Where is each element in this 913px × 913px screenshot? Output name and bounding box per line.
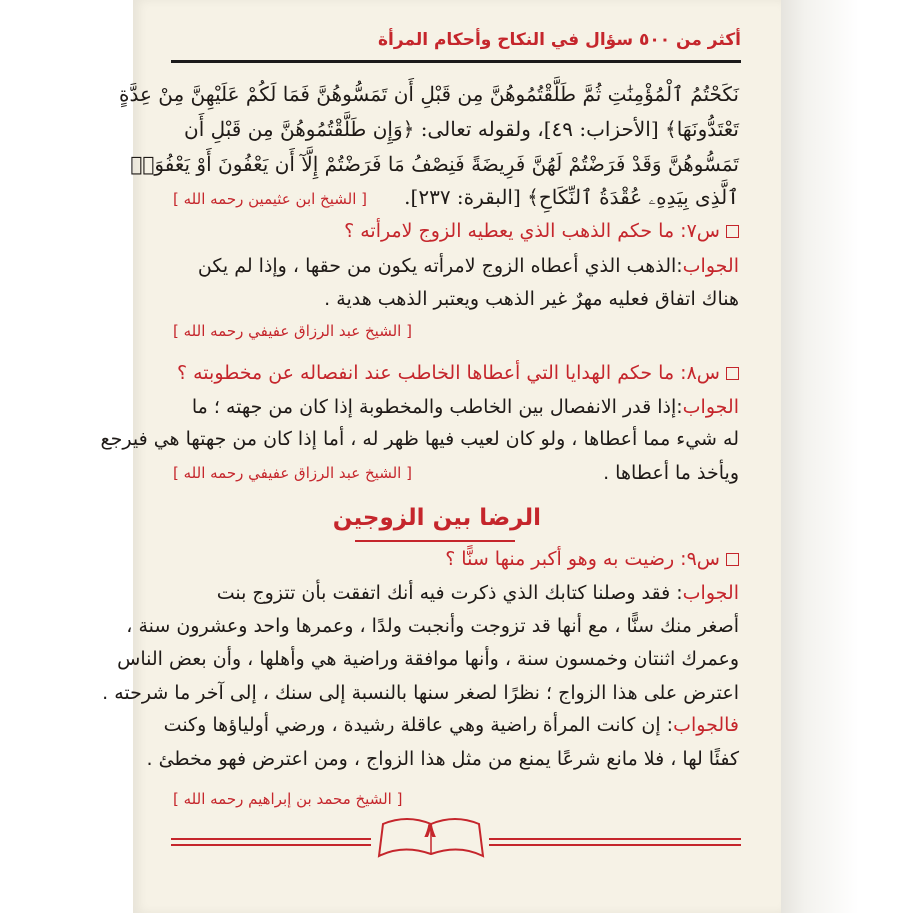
square-bullet-icon: [726, 225, 739, 238]
answer-label: الجواب: [682, 396, 739, 418]
section-underline: [355, 540, 515, 542]
answer-7-line-2: هناك اتفاق فعليه مهرٌ غير الذهب ويعتبر الذهب هدية .: [324, 288, 739, 310]
answer-9b-line-2: كفئًا لها ، فلا مانع شرعًا يمنع من مثل هذا الزواج ، ومن اعترض فهو مخطئ .: [146, 748, 739, 770]
answer-9b-line-1: فالجواب: إن كانت المرأة راضية وهي عاقلة رشيدة ، ورضي أولياؤها وكنت: [163, 714, 739, 736]
section-title: الرضا بين الزوجين: [332, 505, 541, 531]
footer-rule-left-2: [171, 844, 371, 846]
attribution-muhammad-ibrahim: [ الشيخ محمد بن إبراهيم رحمه الله ]: [173, 790, 403, 808]
answer-label: فالجواب: [673, 714, 739, 736]
book-page: [100, 0, 781, 913]
quran-line-3: تَمَسُّوهُنَّ وَقَدْ فَرَضْتُمْ لَهُنَّ فَرِيضَةً فَنِصْفُ مَا فَرَضْتُمْ إِلَّآ أَن يَعْفُونَ أَوْ يَعْفُوَا۟: [130, 152, 739, 176]
question-8: س٨: ما حكم الهدايا التي أعطاها الخاطب عند انفصاله عن مخطوبته ؟: [177, 362, 739, 384]
footer-rule-left: [171, 838, 371, 840]
footer-rule-right-2: [489, 844, 741, 846]
answer-8-line-2: له شيء مما أعطاها ، ولو كان لعيب فيها ظهر له ، أما إذا كان من جهتها هي فيرجع: [100, 428, 739, 450]
answer-7-line-1: الجواب:الذهب الذي أعطاه الزوج لامرأته يكون من حقها ، وإذا لم يكن: [197, 255, 739, 277]
square-bullet-icon: [726, 367, 739, 380]
quran-line-4: ٱلَّذِى بِيَدِهِۦ عُقْدَةُ ٱلنِّكَاحِ﴾ [البقرة: ٢٣٧].: [404, 185, 739, 209]
answer-9-line-2: أصغر منك سنًّا ، مع أنها قد تزوجت وأنجبت ولدًا ، وعمرها واحد وعشرون سنة ،: [126, 615, 739, 637]
quran-line-1: نَكَحْتُمُ ٱلْمُؤْمِنَٰتِ ثُمَّ طَلَّقْتُمُوهُنَّ مِن قَبْلِ أَن تَمَسُّوهُنَّ فَمَا لَكُمْ عَلَيْهِنَّ مِنْ عِدَّةٍ: [118, 82, 739, 106]
answer-9-line-4: اعترض على هذا الزواج ؛ نظرًا لصغر سنها بالنسبة إلى سنك ، إلى آخر ما شرحته .: [102, 682, 739, 704]
quran-line-2: تَعْتَدُّونَهَا﴾ [الأحزاب: ٤٩]، ولقوله تعالى: ﴿وَإِن طَلَّقْتُمُوهُنَّ مِن قَبْلِ أَن: [184, 117, 739, 141]
answer-label: الجواب: [682, 582, 739, 604]
header-rule: [171, 60, 741, 63]
square-bullet-icon: [726, 553, 739, 566]
answer-label: الجواب: [682, 255, 739, 277]
background-right: [778, 0, 913, 913]
footer-rule-right: [489, 838, 741, 840]
answer-9-line-1: الجواب: فقد وصلنا كتابك الذي ذكرت فيه أنك اتفقت بأن تتزوج بنت: [216, 582, 739, 604]
answer-8-line-1: الجواب:إذا قدر الانفصال بين الخاطب والمخطوبة إذا كان من جهته ؛ ما: [191, 396, 739, 418]
attribution-afifi-1: [ الشيخ عبد الرزاق عفيفي رحمه الله ]: [173, 322, 412, 340]
question-9: س٩: رضيت به وهو أكبر منها سنًّا ؟: [445, 548, 739, 570]
page-number: ٨: [424, 818, 437, 842]
background-left: [0, 0, 135, 913]
answer-8-line-3: ويأخذ ما أعطاها .: [603, 462, 739, 484]
answer-9-line-3: وعمرك اثنتان وخمسون سنة ، وأنها موافقة وراضية هي وأهلها ، وأن بعض الناس: [117, 648, 739, 670]
question-7: س٧: ما حكم الذهب الذي يعطيه الزوج لامرأته ؟: [344, 220, 739, 242]
attribution-ibn-uthaymeen: [ الشيخ ابن عثيمين رحمه الله ]: [173, 190, 367, 208]
running-header: أكثر من ٥٠٠ سؤال في النكاح وأحكام المرأة: [378, 30, 741, 50]
attribution-afifi-2: [ الشيخ عبد الرزاق عفيفي رحمه الله ]: [173, 464, 412, 482]
